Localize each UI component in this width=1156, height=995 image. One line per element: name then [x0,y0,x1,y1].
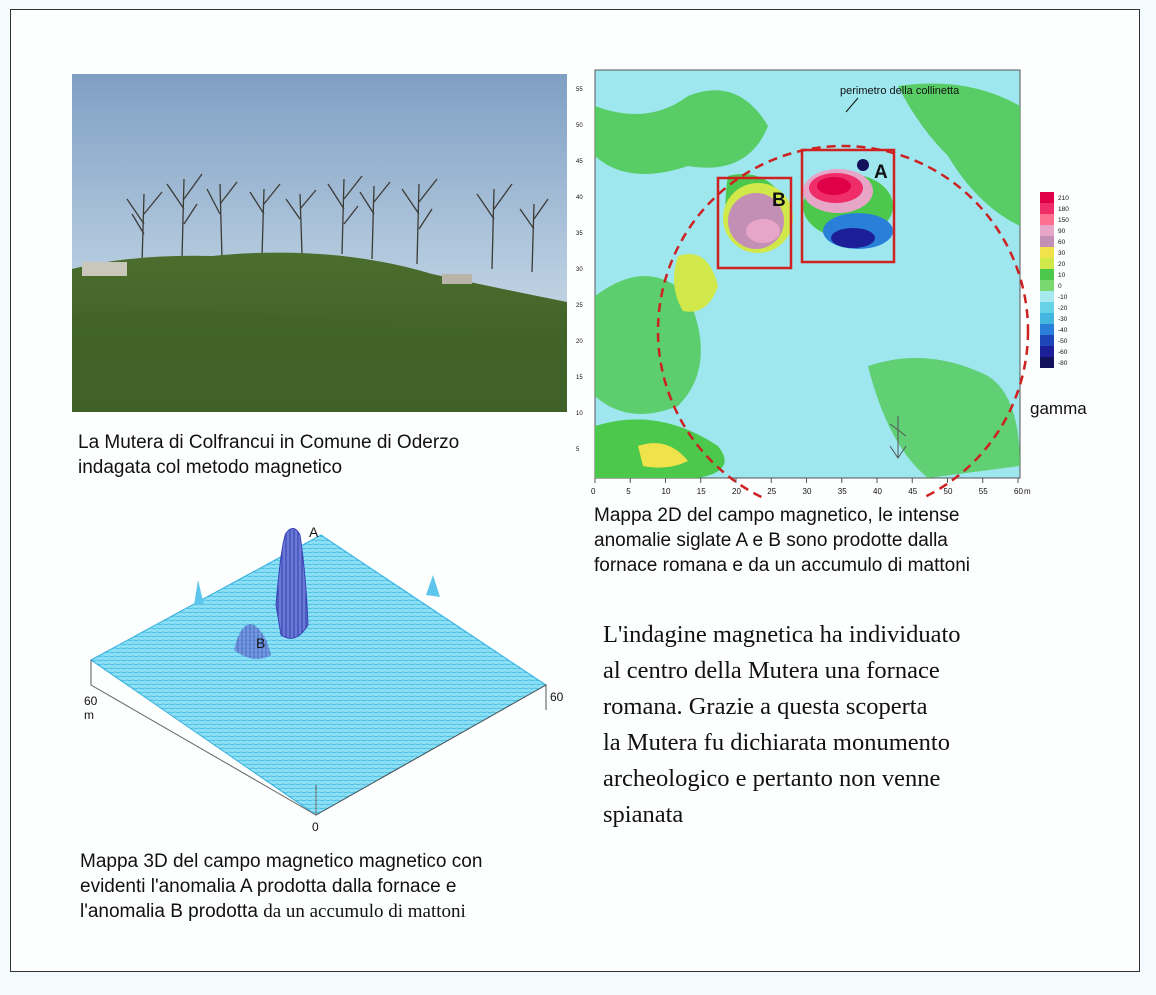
legend-swatch [1040,236,1054,247]
legend-value: 150 [1058,217,1069,224]
map3d-caption-sans: l'anomalia B prodotta [80,901,264,922]
legend-swatch [1040,214,1054,225]
y-tick-label: 15 [576,375,583,381]
map3d-caption-line [80,899,482,924]
x-tick-label: 50 [943,487,953,496]
map2d-caption-line: Mappa 2D del campo magnetico, le intense [594,505,960,526]
description-line: la Mutera fu dichiarata monumento [603,729,950,756]
x-tick-label: 25 [767,487,777,496]
legend-swatch [1040,192,1054,203]
y-tick-label: 30 [576,267,583,273]
legend-value: -40 [1058,327,1068,334]
x-tick-label: 15 [696,487,706,496]
y-tick-label: 25 [576,303,583,309]
x-tick-label: 5 [626,487,631,496]
photo-caption-line: indagata col metodo magnetico [78,457,343,478]
legend-swatch [1040,258,1054,269]
y-axis [576,87,583,453]
y-tick-label: 45 [576,159,583,165]
y-tick-label: 5 [576,447,580,453]
legend-swatch [1040,324,1054,335]
x-tick-label: 10 [661,487,671,496]
y-tick-label: 20 [576,339,583,345]
legend-swatch [1040,335,1054,346]
x-axis [591,478,1031,496]
legend-value: 30 [1058,250,1066,257]
axis-right-value: 60 [550,690,564,704]
y-tick-label: 50 [576,123,583,129]
map3d-caption [80,849,482,924]
legend-value: -80 [1058,360,1068,367]
legend-swatch [1040,225,1054,236]
legend-value: -50 [1058,338,1068,345]
x-tick-label: 30 [802,487,812,496]
legend-value: 0 [1058,283,1062,290]
anomaly-b-label: B [772,190,786,211]
legend-swatch [1040,346,1054,357]
legend-swatch [1040,302,1054,313]
legend-value: -20 [1058,305,1068,312]
legend-colorbar [1040,192,1069,368]
landscape-photo [72,74,567,412]
map2d-caption [594,503,970,578]
legend-value: 10 [1058,272,1066,279]
legend-value: 60 [1058,239,1066,246]
anomaly-a-label: A [874,162,888,183]
perimeter-label: perimetro della collinetta [840,85,960,97]
map2d-caption-line: fornace romana e da un accumulo di mattoni [594,555,970,576]
y-tick-label: 10 [576,411,583,417]
magnetic-map-3d [76,515,576,840]
description-line: al centro della Mutera una fornace [603,657,940,684]
x-tick-label: 20 [732,487,741,496]
magnetic-map-2d [568,66,1108,498]
legend-swatch [1040,313,1054,324]
legend-unit-label: gamma [1030,399,1087,418]
y-tick-label: 40 [576,195,583,201]
x-tick-label: 35 [837,487,847,496]
legend-value: 210 [1058,195,1069,202]
legend-swatch [1040,291,1054,302]
peak-b-label: B [256,635,266,651]
photo-caption-line: La Mutera di Colfrancui in Comune di Oderzo [78,432,460,453]
description-text [603,617,961,833]
legend-value: -30 [1058,316,1068,323]
map2d-caption-line: anomalie siglate A e B sono prodotte dalla [594,530,948,551]
map3d-caption-line: Mappa 3D del campo magnetico magnetico con [80,851,483,872]
x-tick-label: 45 [908,487,918,496]
description-line: archeologico e pertanto non venne [603,765,941,792]
x-axis-unit: m [1024,487,1031,496]
map3d-caption-line: evidenti l'anomalia A prodotta dalla fornace e [80,876,457,897]
y-tick-label: 35 [576,231,583,237]
legend-swatch [1040,357,1054,368]
legend-value: -10 [1058,294,1068,301]
legend-value: -60 [1058,349,1068,356]
legend-swatch [1040,247,1054,258]
axis-left-value: 60 [84,694,98,708]
peak-a-label: A [309,524,319,540]
axis-left-unit: m [84,708,94,722]
legend-value: 20 [1058,261,1066,268]
description-line: L'indagine magnetica ha individuato [603,621,961,648]
legend-value: 90 [1058,228,1066,235]
x-tick-label: 55 [978,487,988,496]
y-tick-label: 55 [576,87,583,93]
legend-value: 180 [1058,206,1069,213]
x-tick-label: 60 [1014,487,1023,496]
photo-caption [78,430,459,480]
description-line: spianata [603,801,684,828]
x-tick-label: 0 [591,487,596,496]
axis-origin: 0 [312,820,319,834]
description-line: romana. Grazie a questa scoperta [603,693,928,720]
map3d-caption-serif: da un accumulo di mattoni [263,901,466,922]
legend-swatch [1040,203,1054,214]
legend-swatch [1040,280,1054,291]
x-tick-label: 40 [873,487,882,496]
legend-swatch [1040,269,1054,280]
